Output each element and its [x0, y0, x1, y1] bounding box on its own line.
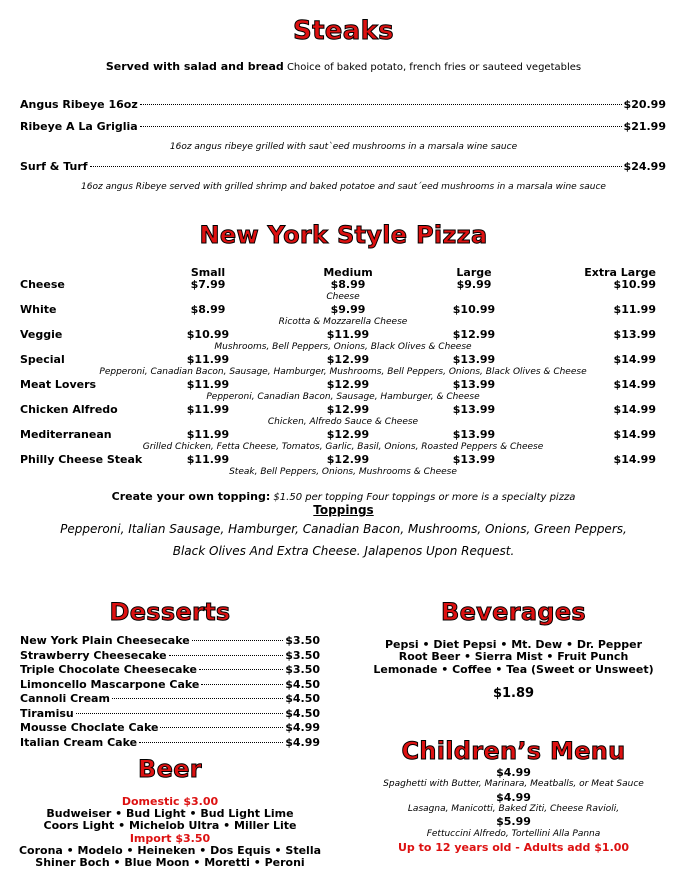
steak-name: Surf & Turf	[20, 160, 88, 173]
beverages-line: Lemonade • Coffee • Tea (Sweet or Unsweet)	[373, 663, 654, 676]
pizza-price: $13.99	[452, 428, 496, 441]
pizza-price: $11.99	[186, 353, 230, 366]
leader-dots	[169, 655, 284, 656]
pizza-price: $13.99	[452, 353, 496, 366]
pizza-name: White	[20, 303, 57, 316]
leader-dots	[199, 669, 283, 670]
pizza-name: Cheese	[20, 278, 65, 291]
create-text: $1.50 per topping Four toppings or more is a specialty pizza	[273, 492, 576, 503]
steak-price: $21.99	[623, 120, 666, 133]
pizza-name: Chicken Alfredo	[20, 403, 118, 416]
pizza-price: $12.99	[326, 403, 370, 416]
kids-age-note: Up to 12 years old - Adults add $1.00	[397, 841, 630, 854]
pizza-price: $14.99	[613, 428, 656, 441]
beverages-line: Root Beer • Sierra Mist • Fruit Punch	[398, 650, 629, 663]
pizza-price: $7.99	[190, 278, 226, 291]
pizza-price: $12.99	[326, 353, 370, 366]
import-line: Corona • Modelo • Heineken • Dos Equis • Stella	[18, 844, 322, 857]
kids-price: $4.99	[496, 766, 531, 779]
size-header-medium: Medium	[323, 266, 373, 279]
beverages-line: Pepsi • Diet Pepsi • Mt. Dew • Dr. Pepper	[384, 638, 643, 651]
pizza-price: $14.99	[613, 453, 656, 466]
pizza-price: $11.99	[186, 403, 230, 416]
beer-heading: Beer	[138, 755, 202, 783]
dessert-price: $4.99	[285, 735, 320, 749]
childrens-menu-heading: Children’s Menu	[401, 737, 626, 765]
import-label: Import $3.50	[129, 832, 211, 845]
pizza-name: Meat Lovers	[20, 378, 97, 391]
toppings-line: Pepperoni, Italian Sausage, Hamburger, Canadian Bacon, Mushrooms, Onions, Green Peppers,	[60, 522, 627, 536]
kids-description: Spaghetti with Butter, Marinara, Meatballs, or Meat Sauce	[383, 779, 644, 789]
dessert-name: Mousse Choclate Cake	[20, 721, 159, 734]
steaks-heading: Steaks	[293, 16, 394, 46]
steak-name: Angus Ribeye 16oz	[20, 98, 138, 111]
pizza-price: $13.99	[613, 328, 656, 341]
dessert-name: Strawberry Cheesecake	[20, 648, 167, 662]
dessert-item	[20, 649, 320, 663]
domestic-line: Coors Light • Michelob Ultra • Miller Lite	[43, 819, 297, 832]
dessert-price: $3.50	[285, 648, 320, 662]
beverages-heading: Beverages	[441, 598, 586, 626]
pizza-price: $11.99	[186, 453, 230, 466]
kids-price: $5.99	[496, 815, 531, 828]
dessert-name: Italian Cream Cake	[20, 735, 138, 749]
steaks-subtitle-rest: Choice of baked potato, french fries or sauteed vegetables	[286, 62, 582, 73]
pizza-price: $9.99	[330, 303, 366, 316]
dessert-price: $4.99	[285, 721, 320, 734]
steak-name: Ribeye A La Griglia	[20, 120, 138, 133]
steak-description: 16oz angus ribeye grilled with saut`eed mushrooms in a marsala wine sauce	[169, 142, 518, 152]
pizza-name: Veggie	[20, 328, 63, 341]
leader-dots	[139, 742, 283, 743]
pizza-name: Mediterranean	[20, 428, 112, 441]
desserts-heading: Desserts	[109, 598, 231, 626]
dessert-name: Cannoli Cream	[20, 692, 110, 705]
size-header-small: Small	[190, 266, 226, 279]
steak-price: $20.99	[623, 98, 666, 111]
steak-description: 16oz angus Ribeye served with grilled shrimp and baked potatoe and saut´eed mushrooms in a marsala wine sauce	[81, 182, 606, 192]
pizza-price: $11.99	[186, 378, 230, 391]
pizza-price: $13.99	[452, 403, 496, 416]
leader-dots	[90, 166, 622, 167]
pizza-name: Special	[20, 353, 65, 366]
dessert-price: $4.50	[285, 706, 320, 720]
pizza-description: Ricotta & Mozzarella Cheese	[278, 317, 408, 327]
kids-description: Fettuccini Alfredo, Tortellini Alla Panna	[426, 829, 601, 839]
pizza-price: $11.99	[613, 303, 656, 316]
dessert-item	[20, 634, 320, 648]
pizza-price: $13.99	[452, 378, 496, 391]
pizza-price: $11.99	[186, 428, 230, 441]
pizza-price: $12.99	[326, 453, 370, 466]
steaks-subtitle-bold: Served with salad and bread	[105, 60, 284, 73]
kids-price: $4.99	[496, 791, 531, 804]
leader-dots	[192, 640, 284, 641]
pizza-price: $14.99	[613, 378, 656, 391]
toppings-title: Toppings	[313, 503, 374, 517]
steak-price: $24.99	[623, 160, 666, 173]
pizza-price: $10.99	[452, 303, 496, 316]
pizza-price: $8.99	[190, 303, 226, 316]
dessert-item	[20, 707, 320, 721]
leader-dots	[112, 698, 283, 699]
dessert-item	[20, 678, 320, 692]
pizza-price: $14.99	[613, 353, 656, 366]
pizza-description: Steak, Bell Peppers, Onions, Mushrooms & Cheese	[229, 467, 457, 477]
create-label: Create your own topping:	[111, 490, 271, 503]
steak-item	[20, 160, 666, 176]
pizza-price: $12.99	[452, 328, 496, 341]
pizza-description: Mushrooms, Bell Peppers, Onions, Black Olives & Cheese	[214, 342, 472, 352]
toppings-line: Black Olives And Extra Cheese. Jalapenos Upon Request.	[172, 544, 515, 558]
steak-item	[20, 98, 666, 114]
leader-dots	[140, 104, 622, 105]
dessert-name: Tiramisu	[20, 706, 74, 720]
pizza-price: $13.99	[452, 453, 496, 466]
pizza-price: $14.99	[613, 403, 656, 416]
pizza-price: $12.99	[326, 428, 370, 441]
domestic-label: Domestic $3.00	[121, 795, 219, 808]
pizza-heading: New York Style Pizza	[199, 221, 488, 249]
dessert-name: Limoncello Mascarpone Cake	[20, 677, 200, 691]
create-your-own-line	[0, 490, 687, 503]
pizza-price: $11.99	[326, 328, 370, 341]
pizza-description: Pepperoni, Canadian Bacon, Sausage, Hamburger, Mushrooms, Bell Peppers, Onions, Black Olives & Cheese	[99, 367, 587, 377]
dessert-name: New York Plain Cheesecake	[20, 634, 190, 647]
dessert-item	[20, 663, 320, 677]
kids-description: Lasagna, Manicotti, Baked Ziti, Cheese Ravioli,	[407, 804, 620, 814]
dessert-item	[20, 692, 320, 706]
leader-dots	[140, 126, 622, 127]
dessert-item	[20, 721, 320, 735]
pizza-description: Cheese	[326, 292, 360, 302]
pizza-price: $8.99	[330, 278, 366, 291]
steaks-subtitle	[0, 60, 687, 73]
leader-dots	[76, 713, 283, 714]
pizza-name: Philly Cheese Steak	[20, 453, 143, 466]
dessert-price: $4.50	[285, 677, 320, 691]
pizza-description: Chicken, Alfredo Sauce & Cheese	[267, 417, 419, 427]
pizza-price: $12.99	[326, 378, 370, 391]
dessert-price: $4.50	[285, 692, 320, 705]
dessert-price: $3.50	[285, 663, 320, 676]
domestic-line: Budweiser • Bud Light • Bud Light Lime	[46, 807, 294, 820]
leader-dots	[160, 727, 283, 728]
pizza-price: $9.99	[456, 278, 492, 291]
pizza-price: $10.99	[186, 328, 230, 341]
size-header-extra-large: Extra Large	[584, 266, 656, 279]
beverages-price: $1.89	[492, 686, 535, 701]
dessert-price: $3.50	[285, 634, 320, 647]
import-line: Shiner Boch • Blue Moon • Moretti • Peroni	[35, 856, 305, 869]
dessert-item	[20, 736, 320, 750]
leader-dots	[201, 684, 283, 685]
size-header-large: Large	[456, 266, 492, 279]
pizza-description: Pepperoni, Canadian Bacon, Sausage, Hamburger, & Cheese	[206, 392, 480, 402]
steak-item	[20, 120, 666, 136]
dessert-name: Triple Chocolate Cheesecake	[20, 663, 197, 676]
pizza-description: Grilled Chicken, Fetta Cheese, Tomatos, Garlic, Basil, Onions, Roasted Peppers & Cheese	[142, 442, 544, 452]
pizza-price: $10.99	[613, 278, 656, 291]
